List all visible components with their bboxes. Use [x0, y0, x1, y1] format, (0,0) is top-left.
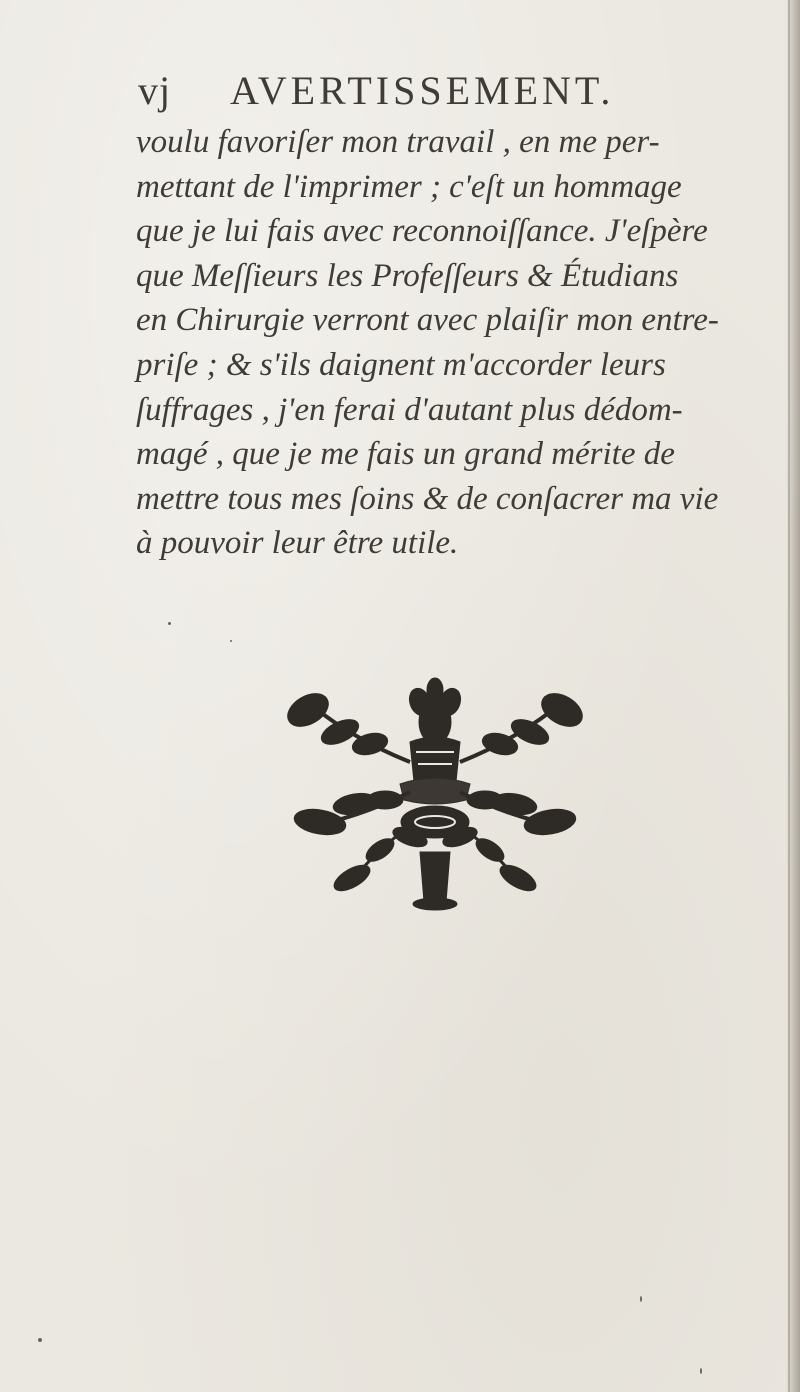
text-line: à pouvoir leur être utile.	[136, 525, 459, 562]
text-line: mettant de l'imprimer ; c'eſt un hommage	[136, 168, 682, 205]
running-head: AVERTISSEMENT.	[230, 68, 615, 113]
text-line: en Chirurgie verront avec plaiſir mon entre-	[136, 302, 719, 339]
body-text	[136, 120, 776, 566]
text-line: voulu favoriſer mon travail , en me per-	[136, 124, 660, 160]
text-line: magé , que je me fais un grand mérite de	[136, 436, 675, 473]
page-header	[138, 68, 698, 114]
page-number: vj	[138, 68, 172, 113]
text-line: que je lui fais avec reconnoiſſance. J'eſpère	[136, 213, 708, 250]
paper-speck	[38, 1338, 42, 1342]
paper-speck	[700, 1368, 702, 1374]
text-line: ſuffrages , j'en ferai d'autant plus dédom-	[136, 391, 683, 428]
paper-speck	[230, 640, 232, 642]
text-line: que Meſſieurs les Profeſſeurs & Étudians	[136, 257, 679, 294]
page-edge-line	[788, 0, 790, 1392]
paper-speck	[168, 622, 171, 625]
text-line: mettre tous mes ſoins & de conſacrer ma vie	[136, 480, 719, 517]
floral-ornament-icon	[260, 672, 610, 912]
paper-speck	[640, 1296, 642, 1302]
text-line: priſe ; & s'ils daignent m'accorder leurs	[136, 346, 666, 383]
